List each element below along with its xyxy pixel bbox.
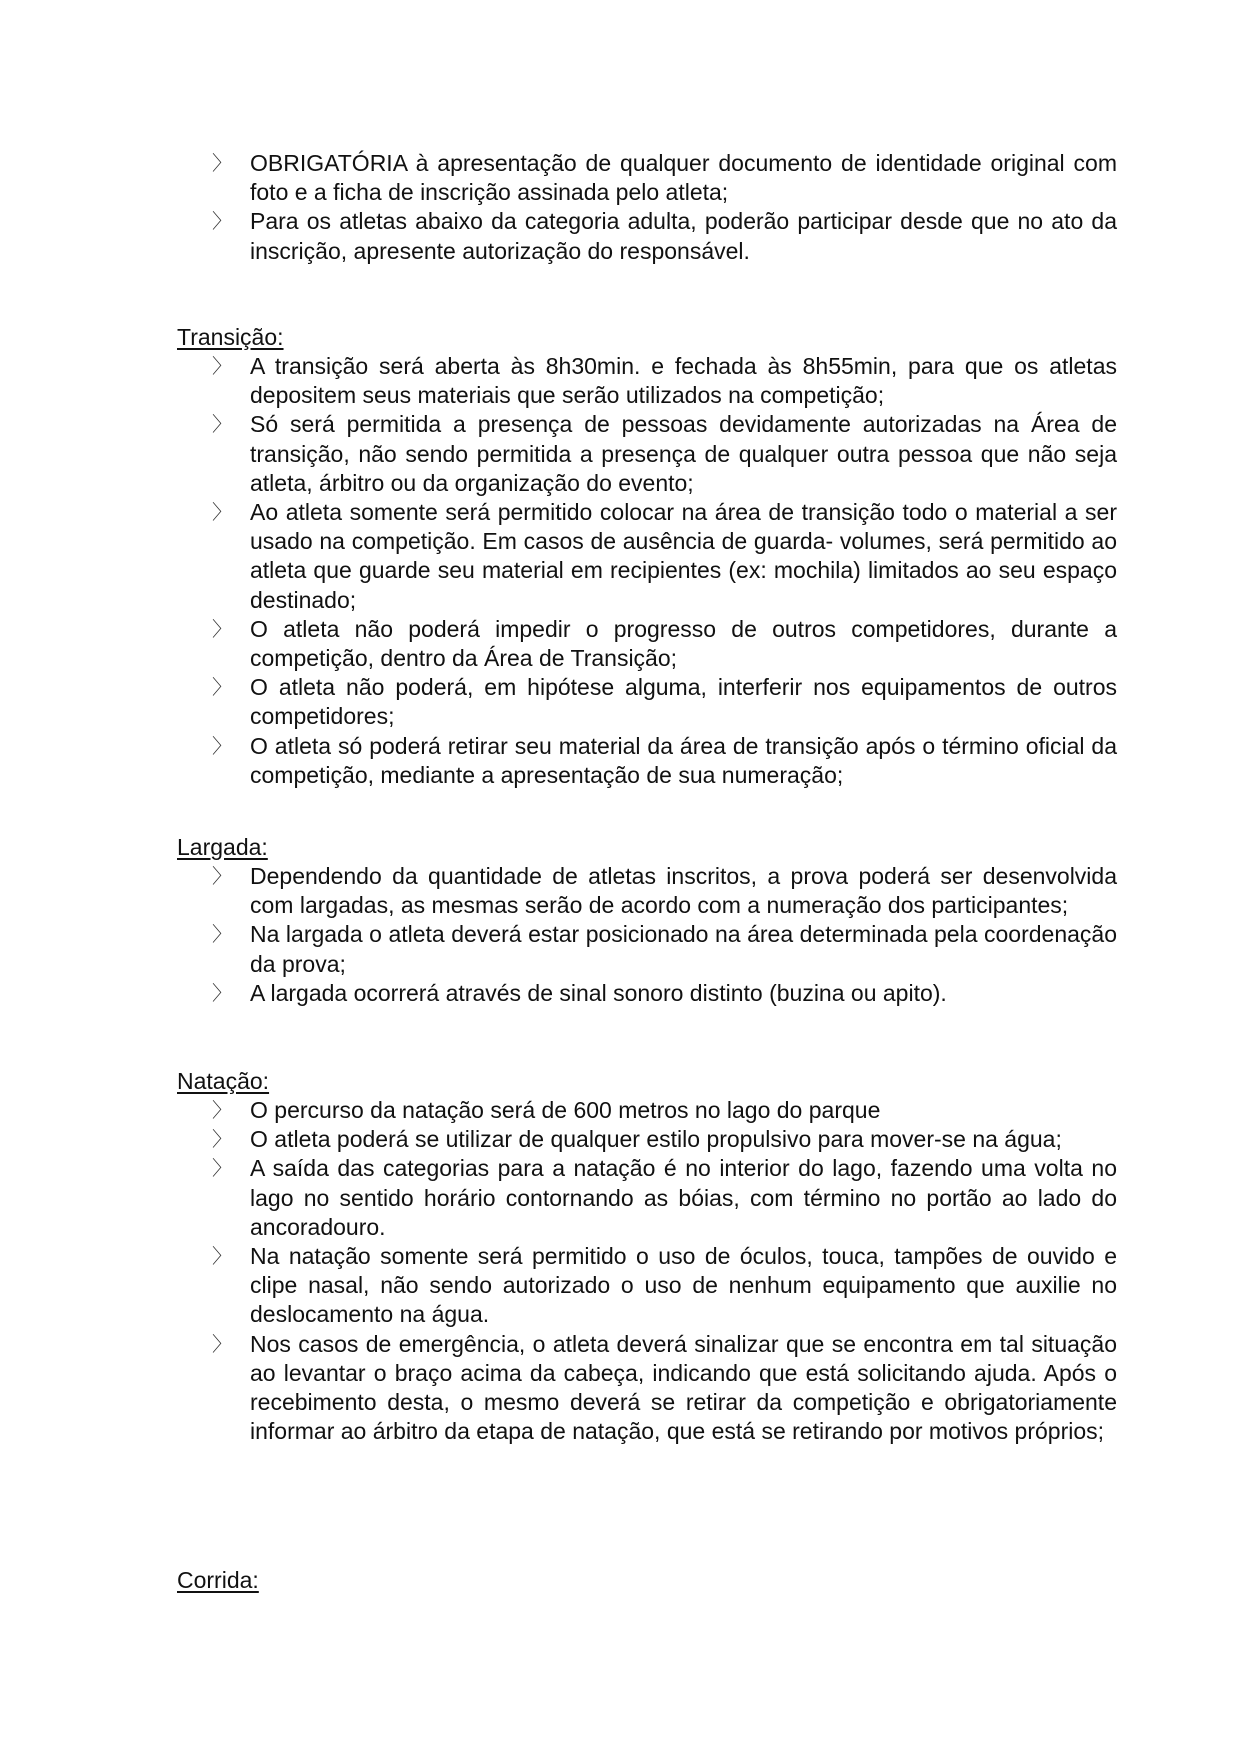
bullet-icon: 〉 bbox=[212, 412, 232, 437]
list-item bbox=[177, 149, 1117, 207]
list-item bbox=[177, 862, 1117, 920]
list-item-text: O percurso da natação será de 600 metros no lago do parque bbox=[250, 1097, 881, 1123]
intro-section bbox=[177, 149, 1117, 266]
natacao-list bbox=[177, 1096, 1117, 1446]
list-item bbox=[177, 979, 1117, 1008]
bullet-icon: 〉 bbox=[212, 1156, 232, 1181]
section-heading: Largada: bbox=[177, 834, 268, 860]
list-item bbox=[177, 498, 1117, 615]
bullet-icon: 〉 bbox=[212, 675, 232, 700]
list-item bbox=[177, 732, 1117, 790]
bullet-icon: 〉 bbox=[212, 980, 232, 1005]
section-heading: Natação: bbox=[177, 1068, 270, 1094]
bullet-icon: 〉 bbox=[212, 354, 232, 378]
list-item-text: Só será permitida a presença de pessoas devidamente autorizadas na Área de transição, não sendo permitida a presença de qualquer outra pessoa que não seja atleta, árbitro ou da organização do evento; bbox=[250, 411, 1117, 496]
intro-list bbox=[177, 149, 1117, 266]
list-item-text: O atleta não poderá impedir o progresso de outros competidores, durante a competição, dentro da Área de Transição; bbox=[250, 615, 1117, 672]
list-item-text: Dependendo da quantidade de atletas inscritos, a prova poderá ser desenvolvida com largadas, as mesmas serão de acordo com a numeração dos participantes; bbox=[250, 863, 1117, 919]
bullet-icon: 〉 bbox=[212, 500, 232, 525]
bullet-icon: 〉 bbox=[212, 1244, 232, 1269]
list-item bbox=[177, 920, 1117, 978]
list-item-text: Nos casos de emergência, o atleta deverá sinalizar que se encontra em tal situação ao levantar o braço acima da cabeça, indicando que está solicitando ajuda. Após o recebimento desta, o mesmo deverá se retirar da competição e obrigatoriamente informar ao árbitro da etapa de natação, que está se retirando por motivos próprios; bbox=[250, 1330, 1117, 1445]
list-item-text: Para os atletas abaixo da categoria adulta, poderão participar desde que no ato da inscrição, apresente autorização do responsável. bbox=[250, 208, 1117, 264]
natacao-section bbox=[177, 1067, 1117, 1446]
list-item-text: Ao atleta somente será permitido colocar na área de transição todo o material a ser usado na competição. Em casos de ausência de guarda- volumes, será permitido ao atleta que guarde seu material em recipientes (ex: mochila) limitados ao seu espaço destinado; bbox=[250, 499, 1117, 613]
section-heading: Transição: bbox=[177, 324, 284, 350]
list-item bbox=[177, 352, 1117, 410]
bullet-icon: 〉 bbox=[212, 1331, 232, 1356]
largada-list bbox=[177, 862, 1117, 1008]
transicao-list bbox=[177, 352, 1117, 790]
list-item bbox=[177, 207, 1117, 265]
list-item-text: A transição será aberta às 8h30min. e fechada às 8h55min, para que os atletas depositem seus materiais que serão utilizados na competição; bbox=[250, 353, 1117, 409]
largada-section bbox=[177, 833, 1117, 1008]
list-item-text: O atleta só poderá retirar seu material da área de transição após o término oficial da competição, mediante a apresentação de sua numeração; bbox=[250, 732, 1117, 788]
section-heading: Corrida: bbox=[177, 1567, 259, 1593]
list-item bbox=[177, 1154, 1117, 1242]
list-item bbox=[177, 615, 1117, 673]
bullet-icon: 〉 bbox=[212, 1127, 232, 1152]
list-item bbox=[177, 1242, 1117, 1330]
list-item-text: Na natação somente será permitido o uso de óculos, touca, tampões de ouvido e clipe nasal, não sendo autorizado o uso de nenhum equipamento que auxilie no deslocamento na água. bbox=[250, 1243, 1117, 1328]
list-item bbox=[177, 673, 1117, 731]
bullet-icon: 〉 bbox=[212, 733, 232, 758]
bullet-icon: 〉 bbox=[212, 922, 232, 947]
bullet-icon: 〉 bbox=[212, 864, 232, 888]
list-item bbox=[177, 1330, 1117, 1447]
list-item-text: OBRIGATÓRIA à apresentação de qualquer documento de identidade original com foto e a ficha de inscrição assinada pelo atleta; bbox=[250, 150, 1117, 206]
transicao-section bbox=[177, 323, 1117, 790]
corrida-section bbox=[177, 1566, 1117, 1595]
bullet-icon: 〉 bbox=[212, 1098, 232, 1122]
bullet-icon: 〉 bbox=[212, 151, 232, 175]
list-item-text: Na largada o atleta deverá estar posicionado na área determinada pela coordenação da prova; bbox=[250, 921, 1117, 977]
list-item-text: A saída das categorias para a natação é no interior do lago, fazendo uma volta no lago no sentido horário contornando as bóias, com término no portão ao lado do ancoradouro. bbox=[250, 1155, 1117, 1240]
list-item-text: O atleta poderá se utilizar de qualquer estilo propulsivo para mover-se na água; bbox=[250, 1126, 1062, 1153]
list-item bbox=[177, 410, 1117, 498]
list-item bbox=[177, 1096, 1117, 1125]
bullet-icon: 〉 bbox=[212, 209, 232, 234]
list-item bbox=[177, 1125, 1117, 1154]
bullet-icon: 〉 bbox=[212, 616, 232, 641]
list-item-text: O atleta não poderá, em hipótese alguma, interferir nos equipamentos de outros competidores; bbox=[250, 674, 1117, 730]
list-item-text: A largada ocorrerá através de sinal sonoro distinto (buzina ou apito). bbox=[250, 979, 947, 1006]
